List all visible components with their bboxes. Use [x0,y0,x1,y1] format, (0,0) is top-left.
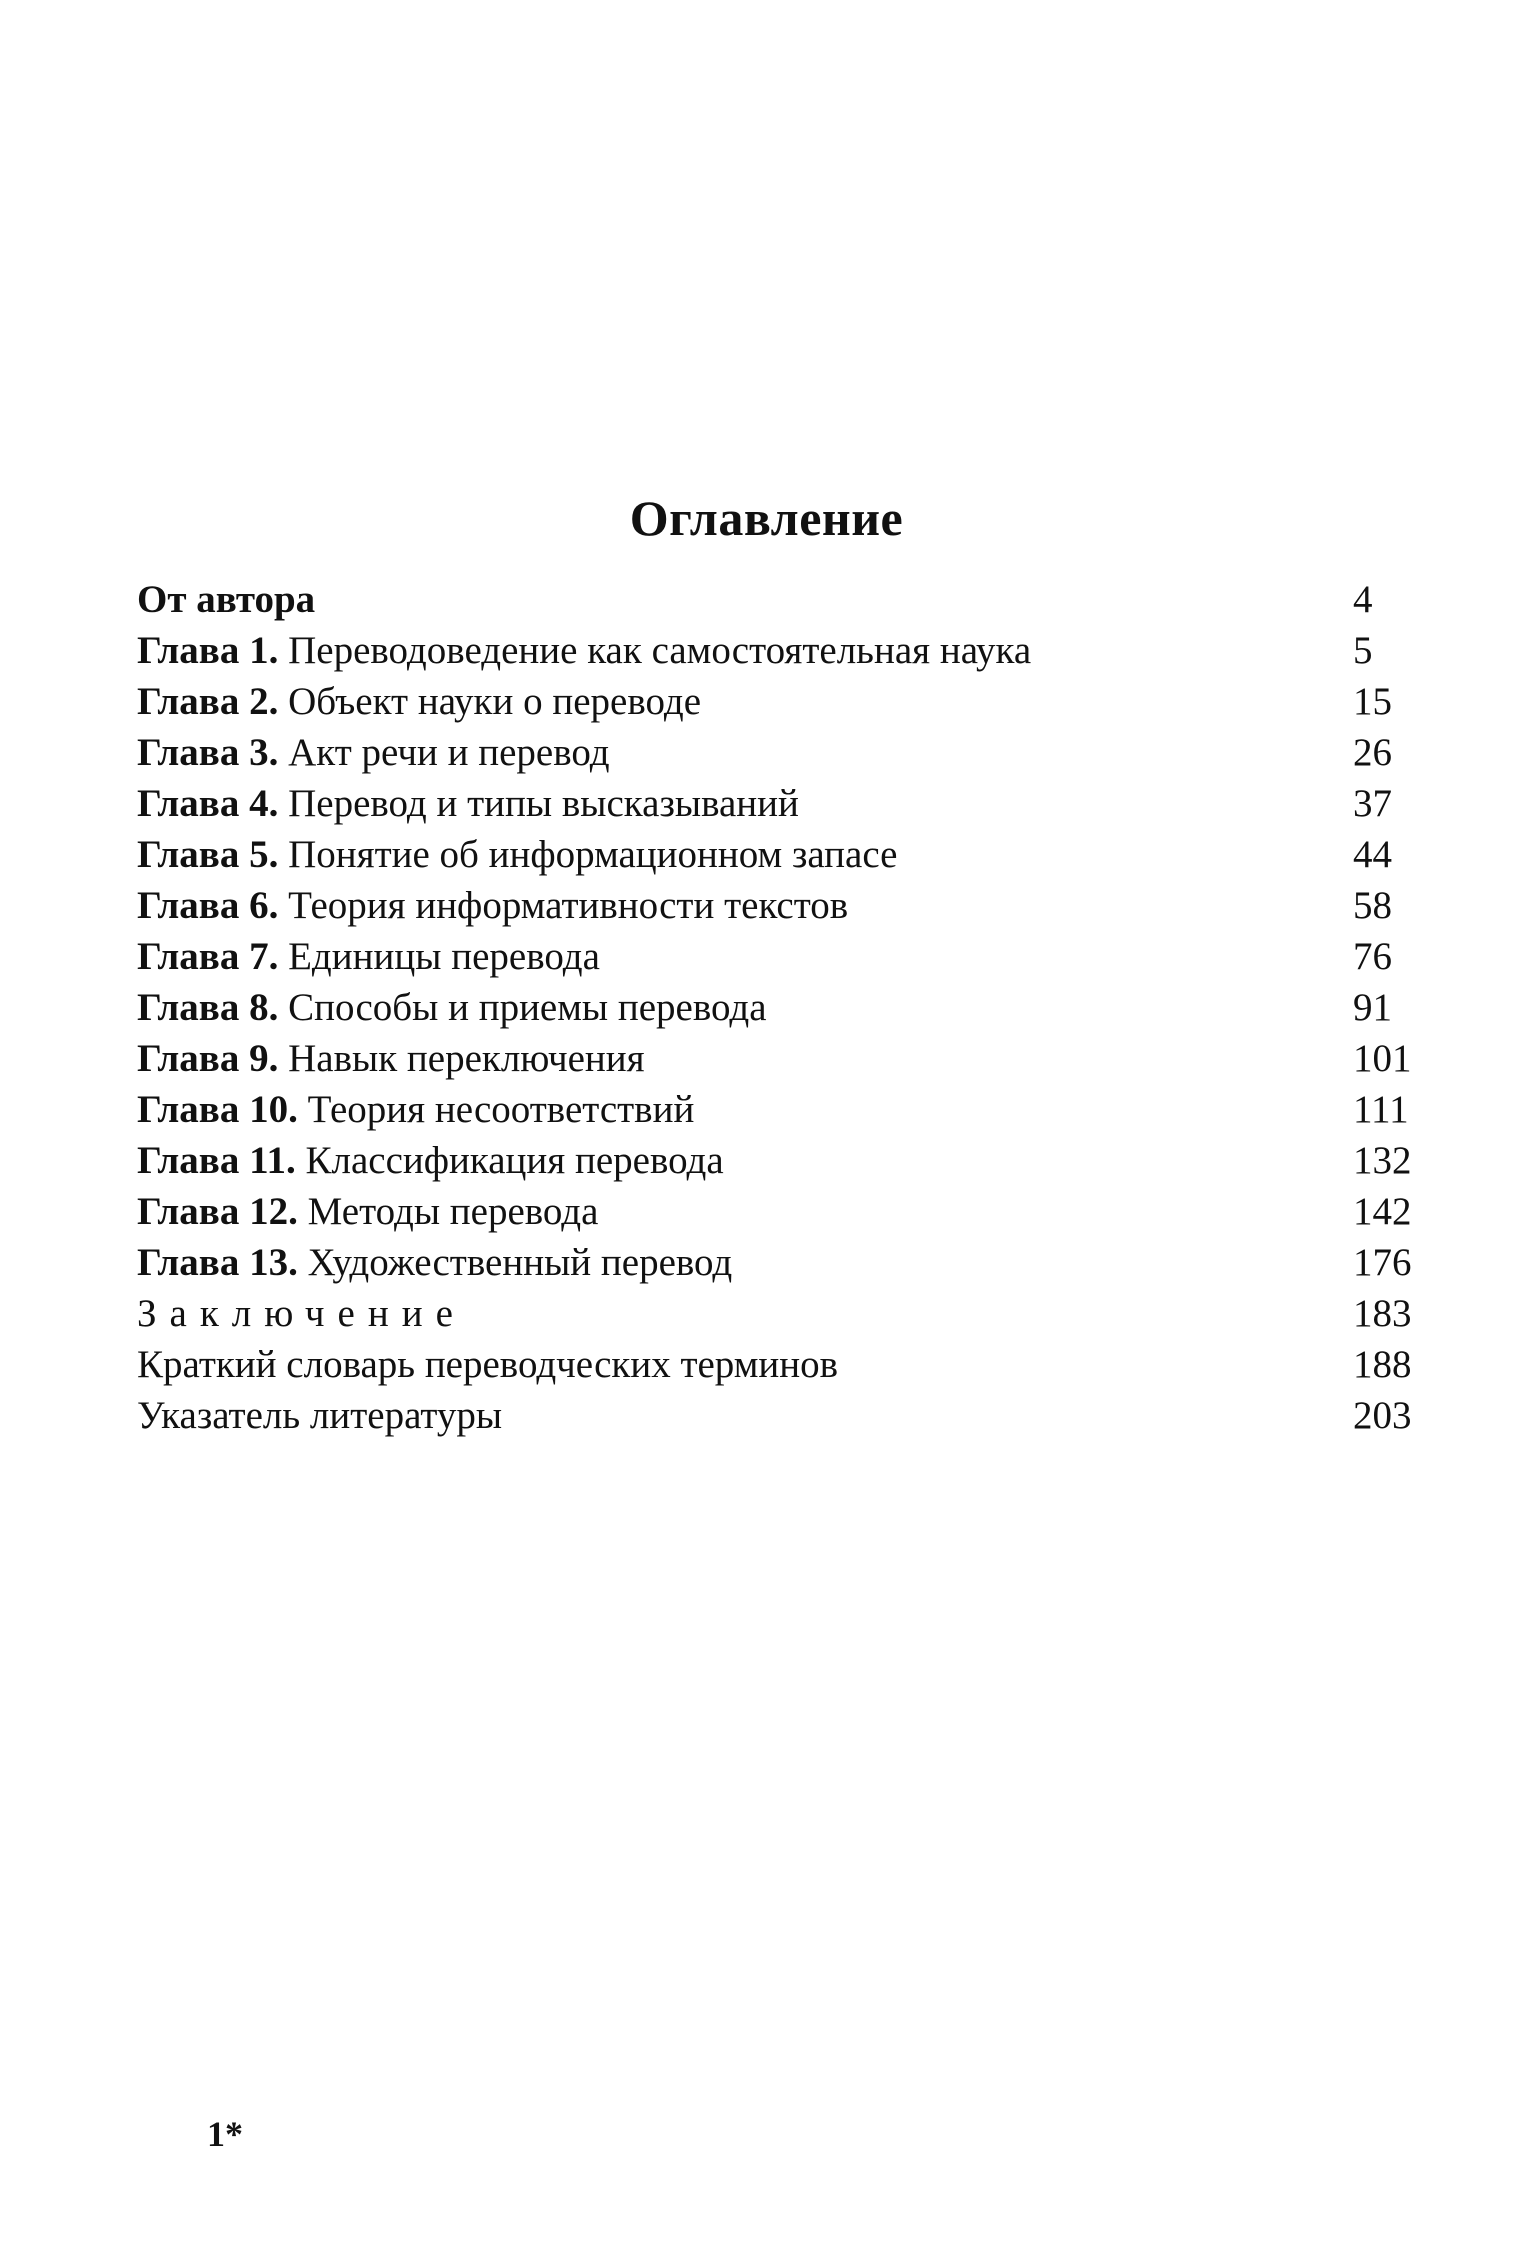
toc-entry-page: 37 [1353,782,1392,825]
toc-entry-title: Краткий словарь переводческих терминов [137,1343,839,1386]
toc-entry-page: 142 [1353,1190,1412,1233]
toc-entry-page: 44 [1353,833,1392,876]
toc-entry-title: Теория несоответствий [307,1088,695,1131]
toc-entry-title: Объект науки о переводе [288,680,702,723]
toc-entry-page: 188 [1353,1343,1412,1386]
toc-entry-chapter-10[interactable] [137,1084,1427,1135]
toc-entry-glossary[interactable] [137,1339,1427,1390]
toc-entry-label [137,982,767,1033]
toc-entry-lead: Глава 9. [137,1037,279,1080]
toc-entry-chapter-12[interactable] [137,1186,1427,1237]
toc-entry-page: 91 [1353,986,1392,1029]
toc-entry-page: 26 [1353,731,1392,774]
toc-entry-page: 111 [1353,1088,1409,1131]
toc-entry-lead: Глава 1. [137,629,279,672]
toc-entry-title: Теория информативности текстов [288,884,849,927]
toc-entry-label [137,1084,694,1135]
toc-entry-title: Классификация перевода [305,1139,724,1182]
toc-entry-label [137,1186,598,1237]
toc-entry-page: 183 [1353,1292,1412,1335]
toc-entry-lead: Глава 5. [137,833,279,876]
toc-entry-bibliography[interactable] [137,1390,1427,1441]
toc-entry-title: Переводоведение как самостоятельная наука [288,629,1032,672]
toc-entry-title: Единицы перевода [288,935,600,978]
toc-entry-chapter-7[interactable] [137,931,1427,982]
toc-entry-label [137,1339,838,1390]
toc-entry-lead: Глава 12. [137,1190,298,1233]
toc-entry-title: Методы перевода [307,1190,599,1233]
toc-entry-lead: Глава 6. [137,884,279,927]
signature-mark: 1* [207,2114,243,2154]
toc-entry-label [137,1390,502,1441]
toc-entry-lead: Глава 3. [137,731,279,774]
toc-entry-chapter-8[interactable] [137,982,1427,1033]
toc-entry-label [137,880,848,931]
toc-entry-label [137,1033,645,1084]
toc-entry-lead: Глава 13. [137,1241,298,1284]
toc-entry-lead: От автора [137,578,316,621]
toc-entry-chapter-5[interactable] [137,829,1427,880]
toc-entry-label [137,676,701,727]
toc-entry-label [137,625,1031,676]
toc-entry-title: Понятие об информационном запасе [288,833,898,876]
toc-entry-title: Заключение [137,1292,466,1335]
toc-entry-page: 4 [1353,578,1373,621]
toc-entry-page: 132 [1353,1139,1412,1182]
toc-entry-page: 15 [1353,680,1392,723]
toc-entry-chapter-1[interactable] [137,625,1427,676]
toc-entry-chapter-9[interactable] [137,1033,1427,1084]
toc-entry-lead: Глава 8. [137,986,279,1029]
toc-entry-page: 76 [1353,935,1392,978]
toc-entry-lead: Глава 2. [137,680,279,723]
toc-entry-page: 5 [1353,629,1373,672]
toc-entry-title: Навык переключения [288,1037,645,1080]
toc-entry-chapter-11[interactable] [137,1135,1427,1186]
toc-entry-page: 101 [1353,1037,1412,1080]
toc-entry-lead: Глава 11. [137,1139,296,1182]
toc-entry-lead: Глава 10. [137,1088,298,1131]
toc-entry-chapter-2[interactable] [137,676,1427,727]
toc-entry-title: Способы и приемы перевода [288,986,767,1029]
toc-entry-chapter-6[interactable] [137,880,1427,931]
toc-entry-label [137,931,600,982]
toc-entry-page: 176 [1353,1241,1412,1284]
toc-entry-label [137,1135,724,1186]
toc-entry-label [137,829,897,880]
toc-entry-chapter-13[interactable] [137,1237,1427,1288]
toc-entry-from-author[interactable] [137,574,1427,625]
toc-entry-label [137,1288,466,1339]
table-of-contents [137,574,1427,1441]
toc-entry-title: Художественный перевод [307,1241,733,1284]
page-title: Оглавление [629,490,904,546]
toc-entry-label [137,778,799,829]
toc-entry-chapter-4[interactable] [137,778,1427,829]
toc-entry-lead: Глава 7. [137,935,279,978]
toc-entry-label [137,727,610,778]
toc-entry-lead: Глава 4. [137,782,279,825]
toc-entry-page: 203 [1353,1394,1412,1437]
toc-entry-chapter-3[interactable] [137,727,1427,778]
toc-entry-page: 58 [1353,884,1392,927]
toc-entry-title: Перевод и типы высказываний [288,782,799,825]
toc-entry-conclusion[interactable] [137,1288,1427,1339]
toc-entry-title: Указатель литературы [137,1394,503,1437]
toc-entry-label [137,1237,732,1288]
toc-entry-title: Акт речи и перевод [288,731,610,774]
toc-entry-label [137,574,315,625]
